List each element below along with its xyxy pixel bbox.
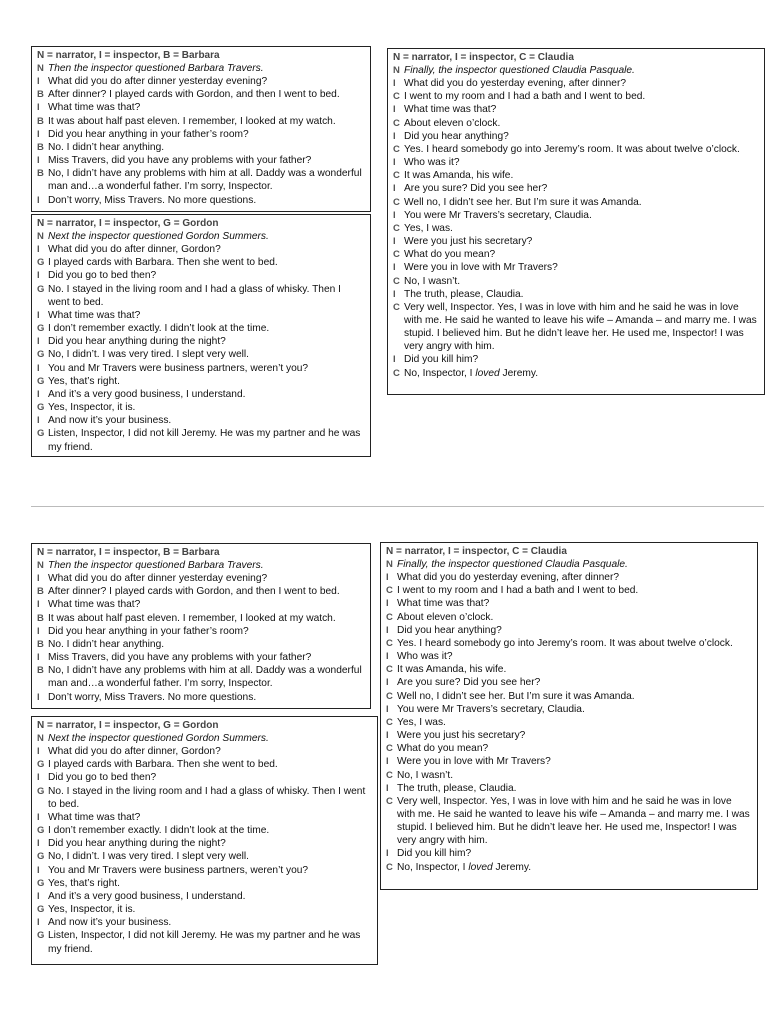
dialogue-text: No, I wasn’t. (397, 769, 454, 781)
dialogue-text: I played cards with Barbara. Then she went to bed. (48, 257, 278, 269)
dialogue-text: What did you do yesterday evening, after dinner? (397, 572, 619, 584)
speaker-code: I (37, 128, 40, 140)
script-key-header: N = narrator, I = inspector, G = Gordon (37, 218, 219, 229)
speaker-code: C (386, 611, 393, 623)
speaker-code: C (393, 117, 400, 129)
dialogue-line (37, 194, 365, 207)
dialogue-line (37, 62, 365, 75)
speaker-code: I (37, 270, 40, 282)
dialogue-text: Yes, that’s right. (48, 375, 120, 387)
dialogue-line (37, 691, 365, 704)
dialogue-text: Who was it? (404, 157, 460, 169)
speaker-code: I (37, 864, 40, 876)
dialogue-line (37, 427, 365, 453)
speaker-code: C (386, 585, 393, 597)
dialogue-text: No, I wasn’t. (404, 275, 461, 287)
speaker-code: I (37, 362, 40, 374)
dialogue-line (37, 154, 365, 167)
dialogue-line (386, 742, 752, 755)
speaker-code: C (393, 222, 400, 234)
speaker-code: I (37, 691, 40, 703)
dialogue-text: What time was that? (404, 104, 497, 116)
script-key-header: N = narrator, I = inspector, C = Claudia (393, 52, 574, 63)
script-key-header: N = narrator, I = inspector, G = Gordon (37, 720, 219, 731)
speaker-code: G (37, 323, 45, 335)
speaker-code: I (37, 244, 40, 256)
speaker-code: C (393, 275, 400, 287)
dialogue-line (37, 625, 365, 638)
dialogue-line (386, 795, 752, 848)
dialogue-text: What did you do after dinner yesterday evening? (48, 76, 268, 88)
dialogue-line (393, 169, 759, 182)
dialogue-text: What time was that? (48, 102, 141, 114)
dialogue-line (386, 611, 752, 624)
speaker-code: N (386, 559, 393, 570)
dialogue-line (37, 638, 365, 651)
dialogue-line (386, 861, 752, 874)
speaker-code: G (37, 759, 45, 771)
speaker-code: I (386, 598, 389, 610)
dialogue-line (37, 916, 372, 929)
speaker-code: I (37, 155, 40, 167)
dialogue-text: The truth, please, Claudia. (397, 782, 517, 794)
speaker-code: I (386, 703, 389, 715)
dialogue-line (37, 309, 365, 322)
dialogue-line (393, 196, 759, 209)
dialogue-line (37, 664, 365, 690)
dialogue-line (37, 401, 365, 414)
dialogue-text: Yes, Inspector, it is. (48, 402, 136, 414)
dialogue-text: Next the inspector questioned Gordon Summers. (48, 733, 269, 744)
dialogue-text: And now it’s your business. (48, 415, 172, 427)
dialogue-text: It was Amanda, his wife. (397, 664, 507, 676)
speaker-code: I (37, 917, 40, 929)
speaker-code: I (393, 288, 396, 300)
speaker-code: I (37, 388, 40, 400)
dialogue-text: Are you sure? Did you see her? (397, 677, 541, 689)
dialogue-line (37, 375, 365, 388)
dialogue-text: Then the inspector questioned Barbara Travers. (48, 63, 264, 74)
speaker-code: G (37, 428, 45, 440)
dialogue-text: Listen, Inspector, I did not kill Jeremy. He was my partner and he was my friend. (48, 428, 361, 453)
dialogue-line (393, 288, 759, 301)
speaker-code: I (393, 236, 396, 248)
speaker-code: I (393, 262, 396, 274)
speaker-code: I (37, 102, 40, 114)
dialogue-line (386, 755, 752, 768)
dialogue-text: You and Mr Travers were business partners, weren’t you? (48, 362, 309, 374)
speaker-code: I (37, 890, 40, 902)
speaker-code: G (37, 283, 45, 295)
dialogue-text: Well no, I didn’t see her. But I’m sure it was Amanda. (404, 196, 642, 208)
speaker-code: I (386, 782, 389, 794)
speaker-code: I (393, 130, 396, 142)
dialogue-line (393, 301, 759, 354)
speaker-code: G (37, 877, 45, 889)
dialogue-line (37, 890, 372, 903)
dialogue-line (37, 903, 372, 916)
dialogue-text: Did you hear anything? (404, 130, 509, 142)
dialogue-line (386, 637, 752, 650)
dialogue-line (393, 77, 759, 90)
dialogue-text: It was about half past eleven. I remember, I looked at my watch. (48, 612, 336, 624)
speaker-code: I (393, 209, 396, 221)
dialogue-text: Did you kill him? (404, 354, 479, 366)
dialogue-line (37, 771, 372, 784)
dialogue-line (393, 90, 759, 103)
speaker-code: B (37, 115, 44, 127)
speaker-code: I (37, 573, 40, 585)
dialogue-line (386, 769, 752, 782)
speaker-code: G (37, 904, 45, 916)
dialogue-line (37, 128, 365, 141)
dialogue-text: Finally, the inspector questioned Claudia Pasquale. (404, 65, 635, 76)
speaker-code: I (37, 76, 40, 88)
dialogue-text: No. I didn’t hear anything. (48, 638, 165, 650)
dialogue-line (37, 414, 365, 427)
speaker-code: I (37, 415, 40, 427)
dialogue-line (37, 732, 372, 745)
dialogue-line (386, 716, 752, 729)
speaker-code: N (37, 560, 44, 571)
dialogue-text: Yes, Inspector, it is. (48, 904, 136, 916)
dialogue-text: Did you hear anything in your father’s room? (48, 625, 249, 637)
speaker-code: C (393, 196, 400, 208)
speaker-code: G (37, 930, 45, 942)
speaker-code: G (37, 785, 45, 797)
dialogue-line (386, 663, 752, 676)
dialogue-text: And it’s a very good business, I understand. (48, 388, 246, 400)
dialogue-text: The truth, please, Claudia. (404, 288, 524, 300)
dialogue-line (393, 64, 759, 77)
dialogue-text: No, I didn’t. I was very tired. I slept very well. (48, 349, 249, 361)
dialogue-text: And it’s a very good business, I understand. (48, 890, 246, 902)
speaker-code: C (386, 637, 393, 649)
speaker-code: I (386, 677, 389, 689)
dialogue-text: Miss Travers, did you have any problems with your father? (48, 155, 312, 167)
dialogue-line (37, 559, 365, 572)
speaker-code: I (37, 746, 40, 758)
script-key-header: N = narrator, I = inspector, B = Barbara (37, 547, 220, 558)
dialogue-line (37, 598, 365, 611)
dialogue-text: No, I didn’t. I was very tired. I slept very well. (48, 851, 249, 863)
barbara-script-box-bottom (31, 543, 371, 709)
dialogue-text: What time was that? (397, 598, 490, 610)
dialogue-line (393, 275, 759, 288)
dialogue-text: And now it’s your business. (48, 917, 172, 929)
page-divider (31, 506, 764, 507)
dialogue-text: Well no, I didn’t see her. But I’m sure it was Amanda. (397, 690, 635, 702)
dialogue-text: Miss Travers, did you have any problems with your father? (48, 652, 312, 664)
dialogue-line (37, 243, 365, 256)
dialogue-text: Did you go to bed then? (48, 270, 157, 282)
dialogue-line (37, 348, 365, 361)
dialogue-text: No, Inspector, I loved Jeremy. (404, 367, 539, 379)
dialogue-line (37, 335, 365, 348)
speaker-code: B (37, 586, 44, 598)
dialogue-line (386, 597, 752, 610)
dialogue-text: About eleven o’clock. (397, 611, 494, 623)
dialogue-text: Next the inspector questioned Gordon Summers. (48, 231, 269, 242)
dialogue-line (393, 130, 759, 143)
dialogue-line (386, 782, 752, 795)
dialogue-line (393, 117, 759, 130)
speaker-code: I (386, 624, 389, 636)
dialogue-text: About eleven o’clock. (404, 117, 501, 129)
speaker-code: C (393, 367, 400, 379)
speaker-code: I (386, 848, 389, 860)
dialogue-text: Are you sure? Did you see her? (404, 183, 548, 195)
dialogue-line (37, 388, 365, 401)
dialogue-line (393, 209, 759, 222)
dialogue-text: Then the inspector questioned Barbara Travers. (48, 560, 264, 571)
dialogue-text: Were you just his secretary? (397, 730, 526, 742)
dialogue-line (37, 837, 372, 850)
dialogue-text: No. I didn’t hear anything. (48, 141, 165, 153)
script-key-header: N = narrator, I = inspector, B = Barbara (37, 50, 220, 61)
speaker-code: C (393, 301, 400, 313)
dialogue-line (37, 283, 365, 309)
speaker-code: I (386, 756, 389, 768)
dialogue-text: Did you hear anything in your father’s room? (48, 128, 249, 140)
dialogue-line (37, 88, 365, 101)
speaker-code: I (37, 194, 40, 206)
dialogue-line (386, 690, 752, 703)
dialogue-line (37, 256, 365, 269)
dialogue-text: No, I didn’t have any problems with him at all. Daddy was a wonderful man and…a wonderful father. I’m sorry, Inspector. (48, 168, 362, 193)
dialogue-line (37, 230, 365, 243)
dialogue-line (37, 758, 372, 771)
speaker-code: C (386, 743, 393, 755)
dialogue-text: What did you do after dinner, Gordon? (48, 244, 221, 256)
dialogue-text: It was about half past eleven. I remember, I looked at my watch. (48, 115, 336, 127)
speaker-code: I (393, 104, 396, 116)
dialogue-line (386, 584, 752, 597)
gordon-script-box-bottom (31, 716, 378, 965)
dialogue-line (386, 624, 752, 637)
dialogue-line (393, 367, 759, 380)
dialogue-line (37, 322, 365, 335)
dialogue-line (393, 143, 759, 156)
dialogue-line (37, 167, 365, 193)
dialogue-line (37, 929, 372, 955)
speaker-code: C (386, 664, 393, 676)
dialogue-text: I went to my room and I had a bath and I went to bed. (404, 91, 646, 103)
dialogue-text: No, Inspector, I loved Jeremy. (397, 861, 532, 873)
speaker-code: I (37, 811, 40, 823)
dialogue-line (37, 585, 365, 598)
dialogue-text: No. I stayed in the living room and I had a glass of whisky. Then I went to bed. (48, 283, 341, 308)
dialogue-text: You were Mr Travers’s secretary, Claudia. (404, 209, 592, 221)
dialogue-text: Yes, that’s right. (48, 877, 120, 889)
dialogue-line (37, 811, 372, 824)
speaker-code: I (37, 772, 40, 784)
dialogue-text: Were you in love with Mr Travers? (404, 262, 558, 274)
speaker-code: N (37, 63, 44, 74)
dialogue-text: No, I didn’t have any problems with him at all. Daddy was a wonderful man and…a wonderful father. I’m sorry, Inspector. (48, 665, 362, 690)
dialogue-line (37, 745, 372, 758)
dialogue-text: What did you do after dinner yesterday evening? (48, 573, 268, 585)
speaker-code: B (37, 665, 44, 677)
speaker-code: I (393, 183, 396, 195)
barbara-script-box-top (31, 46, 371, 212)
dialogue-line (386, 650, 752, 663)
dialogue-text: Very well, Inspector. Yes, I was in love with him and he said he was in love with me. He said he wanted to leave his wife – Amanda – and marry me. I was stupid. I believed him. But he didn’t leave her. He used me, Inspector! I was very angry with him. (397, 795, 750, 847)
dialogue-line (37, 362, 365, 375)
speaker-code: I (393, 157, 396, 169)
claudia-script-box-top (387, 48, 765, 395)
dialogue-line (37, 850, 372, 863)
dialogue-text: What time was that? (48, 811, 141, 823)
speaker-code: G (37, 851, 45, 863)
speaker-code: C (386, 690, 393, 702)
speaker-code: I (37, 838, 40, 850)
speaker-code: G (37, 349, 45, 361)
dialogue-line (386, 571, 752, 584)
dialogue-text: Did you go to bed then? (48, 772, 157, 784)
speaker-code: I (37, 652, 40, 664)
dialogue-text: Listen, Inspector, I did not kill Jeremy. He was my partner and he was my friend. (48, 930, 361, 955)
script-key-header: N = narrator, I = inspector, C = Claudia (386, 546, 567, 557)
dialogue-line (386, 847, 752, 860)
dialogue-line (386, 676, 752, 689)
speaker-code: B (37, 168, 44, 180)
dialogue-line (393, 248, 759, 261)
dialogue-text: What do you mean? (404, 249, 496, 261)
dialogue-line (386, 703, 752, 716)
dialogue-text: Don’t worry, Miss Travers. No more questions. (48, 691, 257, 703)
dialogue-text: Were you in love with Mr Travers? (397, 756, 551, 768)
dialogue-text: After dinner? I played cards with Gordon, and then I went to bed. (48, 89, 340, 101)
speaker-code: C (393, 143, 400, 155)
dialogue-line (37, 651, 365, 664)
speaker-code: C (393, 249, 400, 261)
speaker-code: I (393, 78, 396, 90)
dialogue-text: I don’t remember exactly. I didn’t look at the time. (48, 323, 270, 335)
dialogue-line (37, 785, 372, 811)
dialogue-text: Yes. I heard somebody go into Jeremy’s room. It was about twelve o’clock. (404, 143, 740, 155)
speaker-code: G (37, 825, 45, 837)
speaker-code: I (393, 354, 396, 366)
dialogue-line (37, 269, 365, 282)
dialogue-line (37, 75, 365, 88)
speaker-code: B (37, 612, 44, 624)
dialogue-text: I don’t remember exactly. I didn’t look at the time. (48, 825, 270, 837)
dialogue-text: Did you hear anything during the night? (48, 838, 226, 850)
speaker-code: N (37, 231, 44, 242)
dialogue-line (393, 156, 759, 169)
dialogue-text: What did you do after dinner, Gordon? (48, 746, 221, 758)
dialogue-text: No. I stayed in the living room and I had a glass of whisky. Then I went to bed. (48, 785, 366, 810)
dialogue-line (37, 101, 365, 114)
dialogue-line (37, 115, 365, 128)
speaker-code: C (386, 716, 393, 728)
dialogue-text: Who was it? (397, 651, 453, 663)
dialogue-text: What did you do yesterday evening, after dinner? (404, 78, 626, 90)
dialogue-line (393, 182, 759, 195)
dialogue-text: After dinner? I played cards with Gordon, and then I went to bed. (48, 586, 340, 598)
dialogue-text: Very well, Inspector. Yes, I was in love with him and he said he was in love with me. He said he wanted to leave his wife – Amanda – and marry me. I was stupid. I believed him. But he didn’t leave her. He used me, Inspector! I was very angry with him. (404, 301, 757, 353)
dialogue-text: What do you mean? (397, 743, 489, 755)
speaker-code: G (37, 257, 45, 269)
dialogue-text: I went to my room and I had a bath and I went to bed. (397, 585, 639, 597)
dialogue-text: It was Amanda, his wife. (404, 170, 514, 182)
speaker-code: I (386, 651, 389, 663)
speaker-code: C (393, 91, 400, 103)
dialogue-text: Were you just his secretary? (404, 236, 533, 248)
dialogue-line (37, 824, 372, 837)
speaker-code: B (37, 638, 44, 650)
dialogue-line (393, 103, 759, 116)
dialogue-text: Yes, I was. (404, 222, 453, 234)
speaker-code: N (37, 733, 44, 744)
dialogue-text: Finally, the inspector questioned Claudia Pasquale. (397, 559, 628, 570)
dialogue-line (37, 877, 372, 890)
dialogue-line (393, 235, 759, 248)
dialogue-line (37, 864, 372, 877)
dialogue-line (393, 261, 759, 274)
speaker-code: N (393, 65, 400, 76)
speaker-code: I (37, 309, 40, 321)
speaker-code: B (37, 89, 44, 101)
speaker-code: I (37, 625, 40, 637)
dialogue-line (37, 572, 365, 585)
dialogue-text: Don’t worry, Miss Travers. No more questions. (48, 194, 257, 206)
speaker-code: I (386, 730, 389, 742)
dialogue-line (393, 222, 759, 235)
speaker-code: C (386, 795, 393, 807)
claudia-script-box-bottom (380, 542, 758, 890)
speaker-code: I (37, 336, 40, 348)
dialogue-line (386, 729, 752, 742)
speaker-code: G (37, 375, 45, 387)
dialogue-line (386, 558, 752, 571)
dialogue-text: I played cards with Barbara. Then she went to bed. (48, 759, 278, 771)
dialogue-text: You and Mr Travers were business partners, weren’t you? (48, 864, 309, 876)
speaker-code: B (37, 141, 44, 153)
dialogue-line (37, 612, 365, 625)
dialogue-text: What time was that? (48, 309, 141, 321)
dialogue-text: Did you hear anything during the night? (48, 336, 226, 348)
dialogue-text: Yes. I heard somebody go into Jeremy’s room. It was about twelve o’clock. (397, 637, 733, 649)
dialogue-text: You were Mr Travers’s secretary, Claudia. (397, 703, 585, 715)
dialogue-text: Did you kill him? (397, 848, 472, 860)
dialogue-text: What time was that? (48, 599, 141, 611)
gordon-script-box-top (31, 214, 371, 457)
dialogue-text: Yes, I was. (397, 716, 446, 728)
dialogue-text: Did you hear anything? (397, 624, 502, 636)
speaker-code: C (393, 170, 400, 182)
speaker-code: I (386, 572, 389, 584)
dialogue-line (37, 141, 365, 154)
speaker-code: C (386, 861, 393, 873)
speaker-code: I (37, 599, 40, 611)
speaker-code: G (37, 402, 45, 414)
speaker-code: C (386, 769, 393, 781)
dialogue-line (393, 353, 759, 366)
